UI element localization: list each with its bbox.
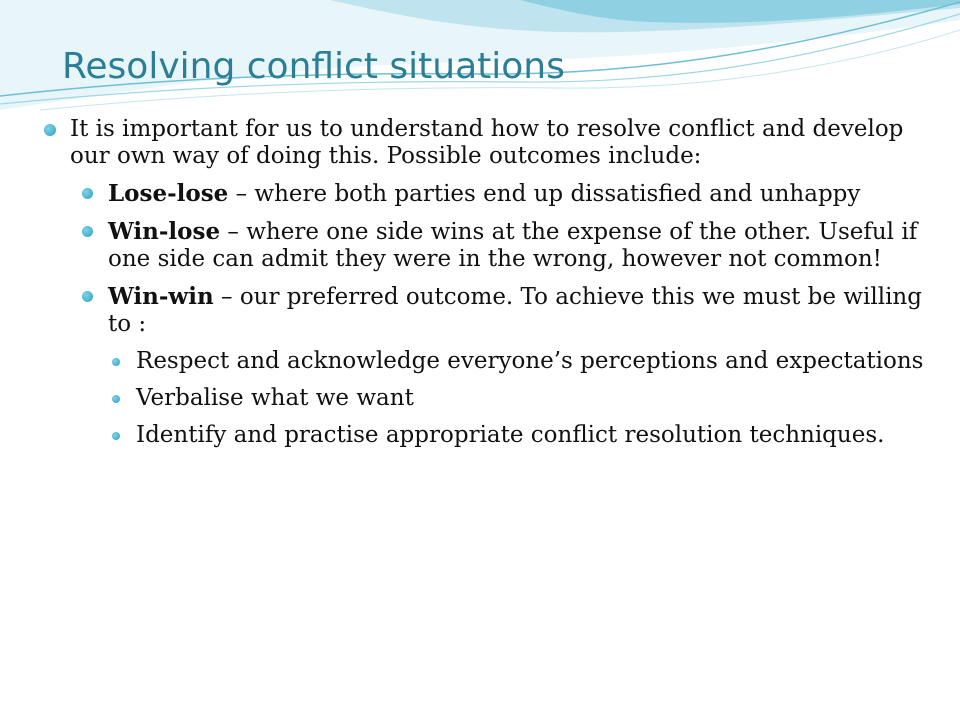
bullet-icon (82, 188, 93, 199)
list-item-verbalise (44, 385, 924, 412)
bullet-icon (44, 124, 56, 136)
slide-title: Resolving conflict situations (62, 46, 565, 87)
list-item-intro (44, 116, 924, 170)
list-item-identify (44, 422, 924, 449)
list-item-win-lose (44, 218, 924, 273)
bullet-list (44, 116, 924, 459)
list-item-lose-lose (44, 180, 924, 208)
outcome-description: – where one side wins at the expense of the other. Useful if one side can admit they were in the wrong, however not common! (108, 219, 918, 272)
bullet-icon (112, 395, 120, 403)
outcome-term: Win-lose (108, 218, 221, 245)
bullet-icon (112, 358, 120, 366)
requirement-text: Verbalise what we want (136, 385, 414, 411)
bullet-icon (112, 432, 120, 440)
intro-text: It is important for us to understand how to resolve conflict and develop our own way of doing this. Possible outcomes include: (70, 116, 904, 169)
requirement-text: Respect and acknowledge everyone’s perceptions and expectations (136, 348, 924, 374)
requirement-text: Identify and practise appropriate conflict resolution techniques. (136, 422, 885, 448)
outcome-term: Win-win (108, 283, 214, 310)
bullet-icon (82, 291, 93, 302)
list-item-win-win (44, 283, 924, 338)
outcome-term: Lose-lose (108, 180, 229, 207)
list-item-respect (44, 348, 924, 375)
outcome-description: – where both parties end up dissatisfied and unhappy (228, 181, 861, 207)
bullet-icon (82, 226, 93, 237)
outcome-description: – our preferred outcome. To achieve this we must be willing to : (108, 284, 922, 337)
